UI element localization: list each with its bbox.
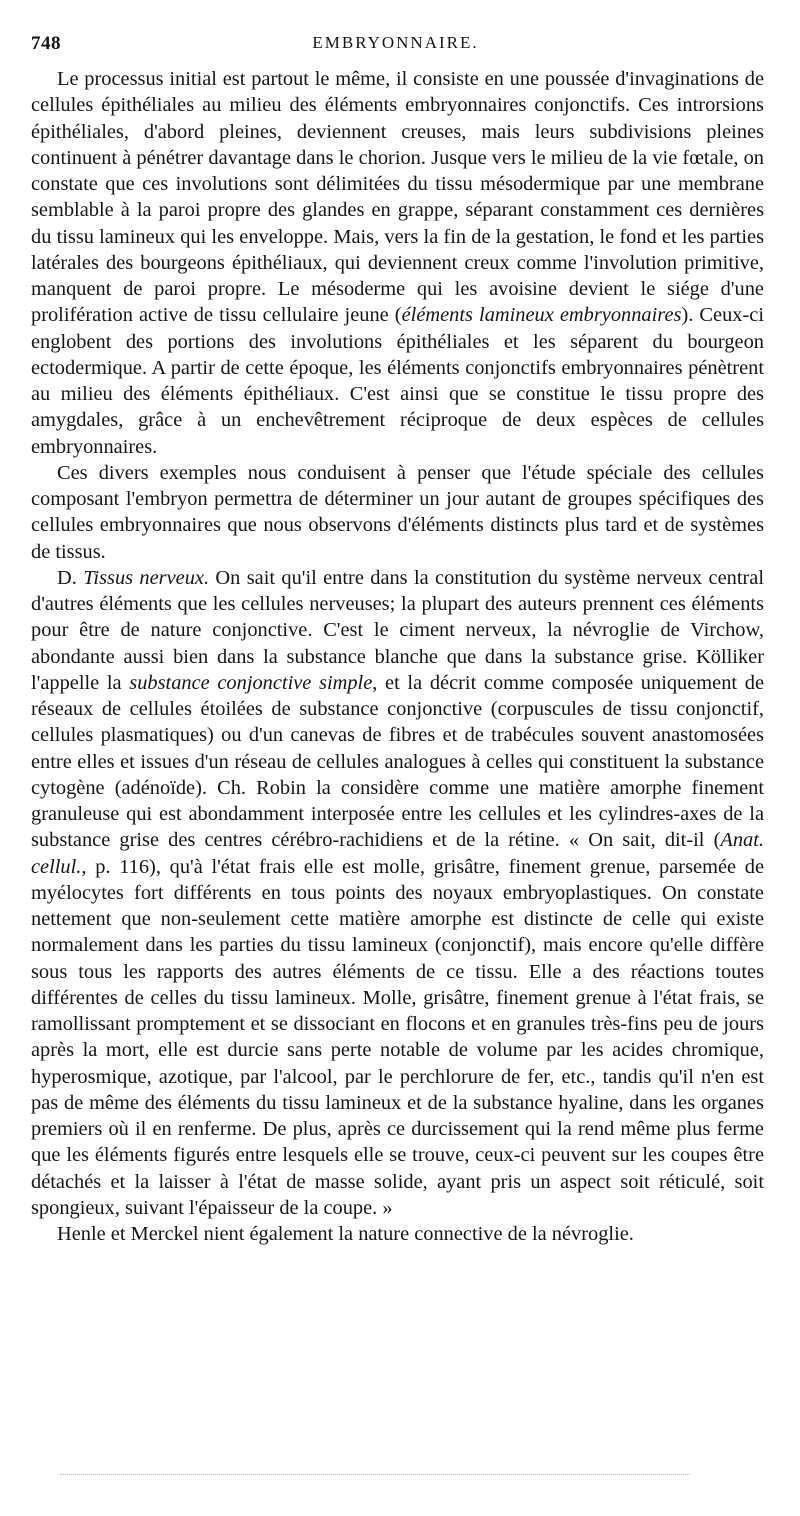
footer-scan-artifact xyxy=(60,1474,690,1478)
paragraph-text: Ces divers exemples nous conduisent à penser que l'étude spéciale des cellules composant l'embryon permettra de déterminer un jour autant de groupes spécifiques des cellules embryonnaires que nous observons d'éléments distincts plus tard et de systèmes de tissus. xyxy=(31,461,764,563)
paragraph-tissus-nerveux xyxy=(31,565,764,1221)
paragraph-text: , et la décrit comme composée uniquement de réseaux de cellules étoilées de substance conjonctive (corpuscules de tissu conjonctif, cellules plasmatiques) ou d'un canevas de fibres et de trabécules souvent anastomosées entre elles et issues d'un réseau de cellules analogues à celles qui constituent la substance cytogène (adénoïde). Ch. Robin la considère comme une matière amorphe finement granuleuse qui est abondamment interposée entre les cellules et les cylindres-axes de la substance grise des centres cérébro-rachidiens et de la rétine. « On sait, dit-il ( xyxy=(31,671,764,852)
section-letter: D. xyxy=(57,566,84,589)
paragraph-amygdales xyxy=(31,66,764,460)
paragraph-italic-term: éléments lamineux embryonnaires xyxy=(401,304,682,327)
paragraph-text: Le processus initial est partout le même, il consiste en une poussée d'invaginations de cellules épithéliales au milieu des éléments embryonnaires conjonctifs. Ces introrsions épithéliales, d'abord pleines, deviennent creuses, mais leurs subdivisions pleines continuent à pénétrer davantage dans le chorion. Jusque vers le milieu de la vie fœtale, on constate que ces involutions sont délimitées du tissu mésodermique par une membrane semblable à la paroi propre des glandes en grappe, séparant constamment ces dernières du tissu lamineux qui les enveloppe. Mais, vers la fin de la gestation, le fond et les parties latérales des bourgeons épithéliaux, qui deviennent creux comme l'involution primitive, manquent de paroi propre. Le mésoderme qui les avoisine devient le siége d'une prolifération active de tissu cellulaire jeune ( xyxy=(31,68,764,327)
paragraph-text: ). Ceux-ci englobent des portions des involutions épithéliales et les séparent du bourgeon ectodermique. A partir de cette époque, les éléments conjonctifs embryonnaires pénètrent au milieu des éléments épithéliaux. C'est ainsi que se constitue le tissu propre des amygdales, grâce à un enchevêtrement réciproque de deux espèces de cellules embryonnaires. xyxy=(31,304,764,458)
section-heading: Tissus nerveux. xyxy=(83,566,210,589)
page-number: 748 xyxy=(31,33,61,54)
paragraph-conclusion xyxy=(31,460,764,565)
citation-reference: Anat. cellul. xyxy=(31,829,764,878)
paragraph-text: Henle et Merckel nient également la nature connective de la névroglie. xyxy=(57,1223,634,1245)
running-head xyxy=(31,33,760,59)
paragraph-henle-merckel xyxy=(31,1221,764,1247)
paragraph-italic-term: substance conjonctive simple xyxy=(129,671,373,694)
running-title: EMBRYONNAIRE. xyxy=(312,33,479,52)
body-text xyxy=(31,66,764,1247)
paragraph-text: , p. 116), qu'à l'état frais elle est molle, grisâtre, finement grenue, parsemée de myélocytes fort différents en tous points des noyaux embryoplastiques. On constate nettement que non-seulement cette matière amorphe est distincte de celle qui existe normalement dans les parties du tissu lamineux (conjonctif), mais encore qu'elle diffère sous tous les rapports des autres éléments de ce tissu. Elle a des réactions toutes différentes de celles du tissu lamineux. Molle, grisâtre, finement grenue à l'état frais, se ramollissant promptement et se dissociant en flocons et en granules très-fins peu de jours après la mort, elle est durcie sans perte notable de volume par les acides chromique, hyperosmique, azotique, par l'alcool, par le perchlorure de fer, etc., tandis qu'il n'en est pas de même des éléments du tissu lamineux et de la substance hyaline, dans les organes premiers où il en renferme. De plus, après ce durcissement qui la rend même plus ferme que les éléments figurés entre lesquels elle se trouve, ceux-ci peuvent sur les coupes être détachés et la laisser à l'état de masse solide, ayant pris un aspect soit réticulé, soit spongieux, suivant l'épaisseur de la coupe. » xyxy=(31,855,764,1219)
paragraph-text: On sait qu'il entre dans la constitution du système nerveux central d'autres éléments que les cellules nerveuses; la plupart des auteurs prennent ces éléments pour être de nature conjonctive. C'est le ciment nerveux, la névroglie de Virchow, abondante aussi bien dans la substance blanche que dans la substance grise. Kölliker l'appelle la xyxy=(31,566,765,694)
